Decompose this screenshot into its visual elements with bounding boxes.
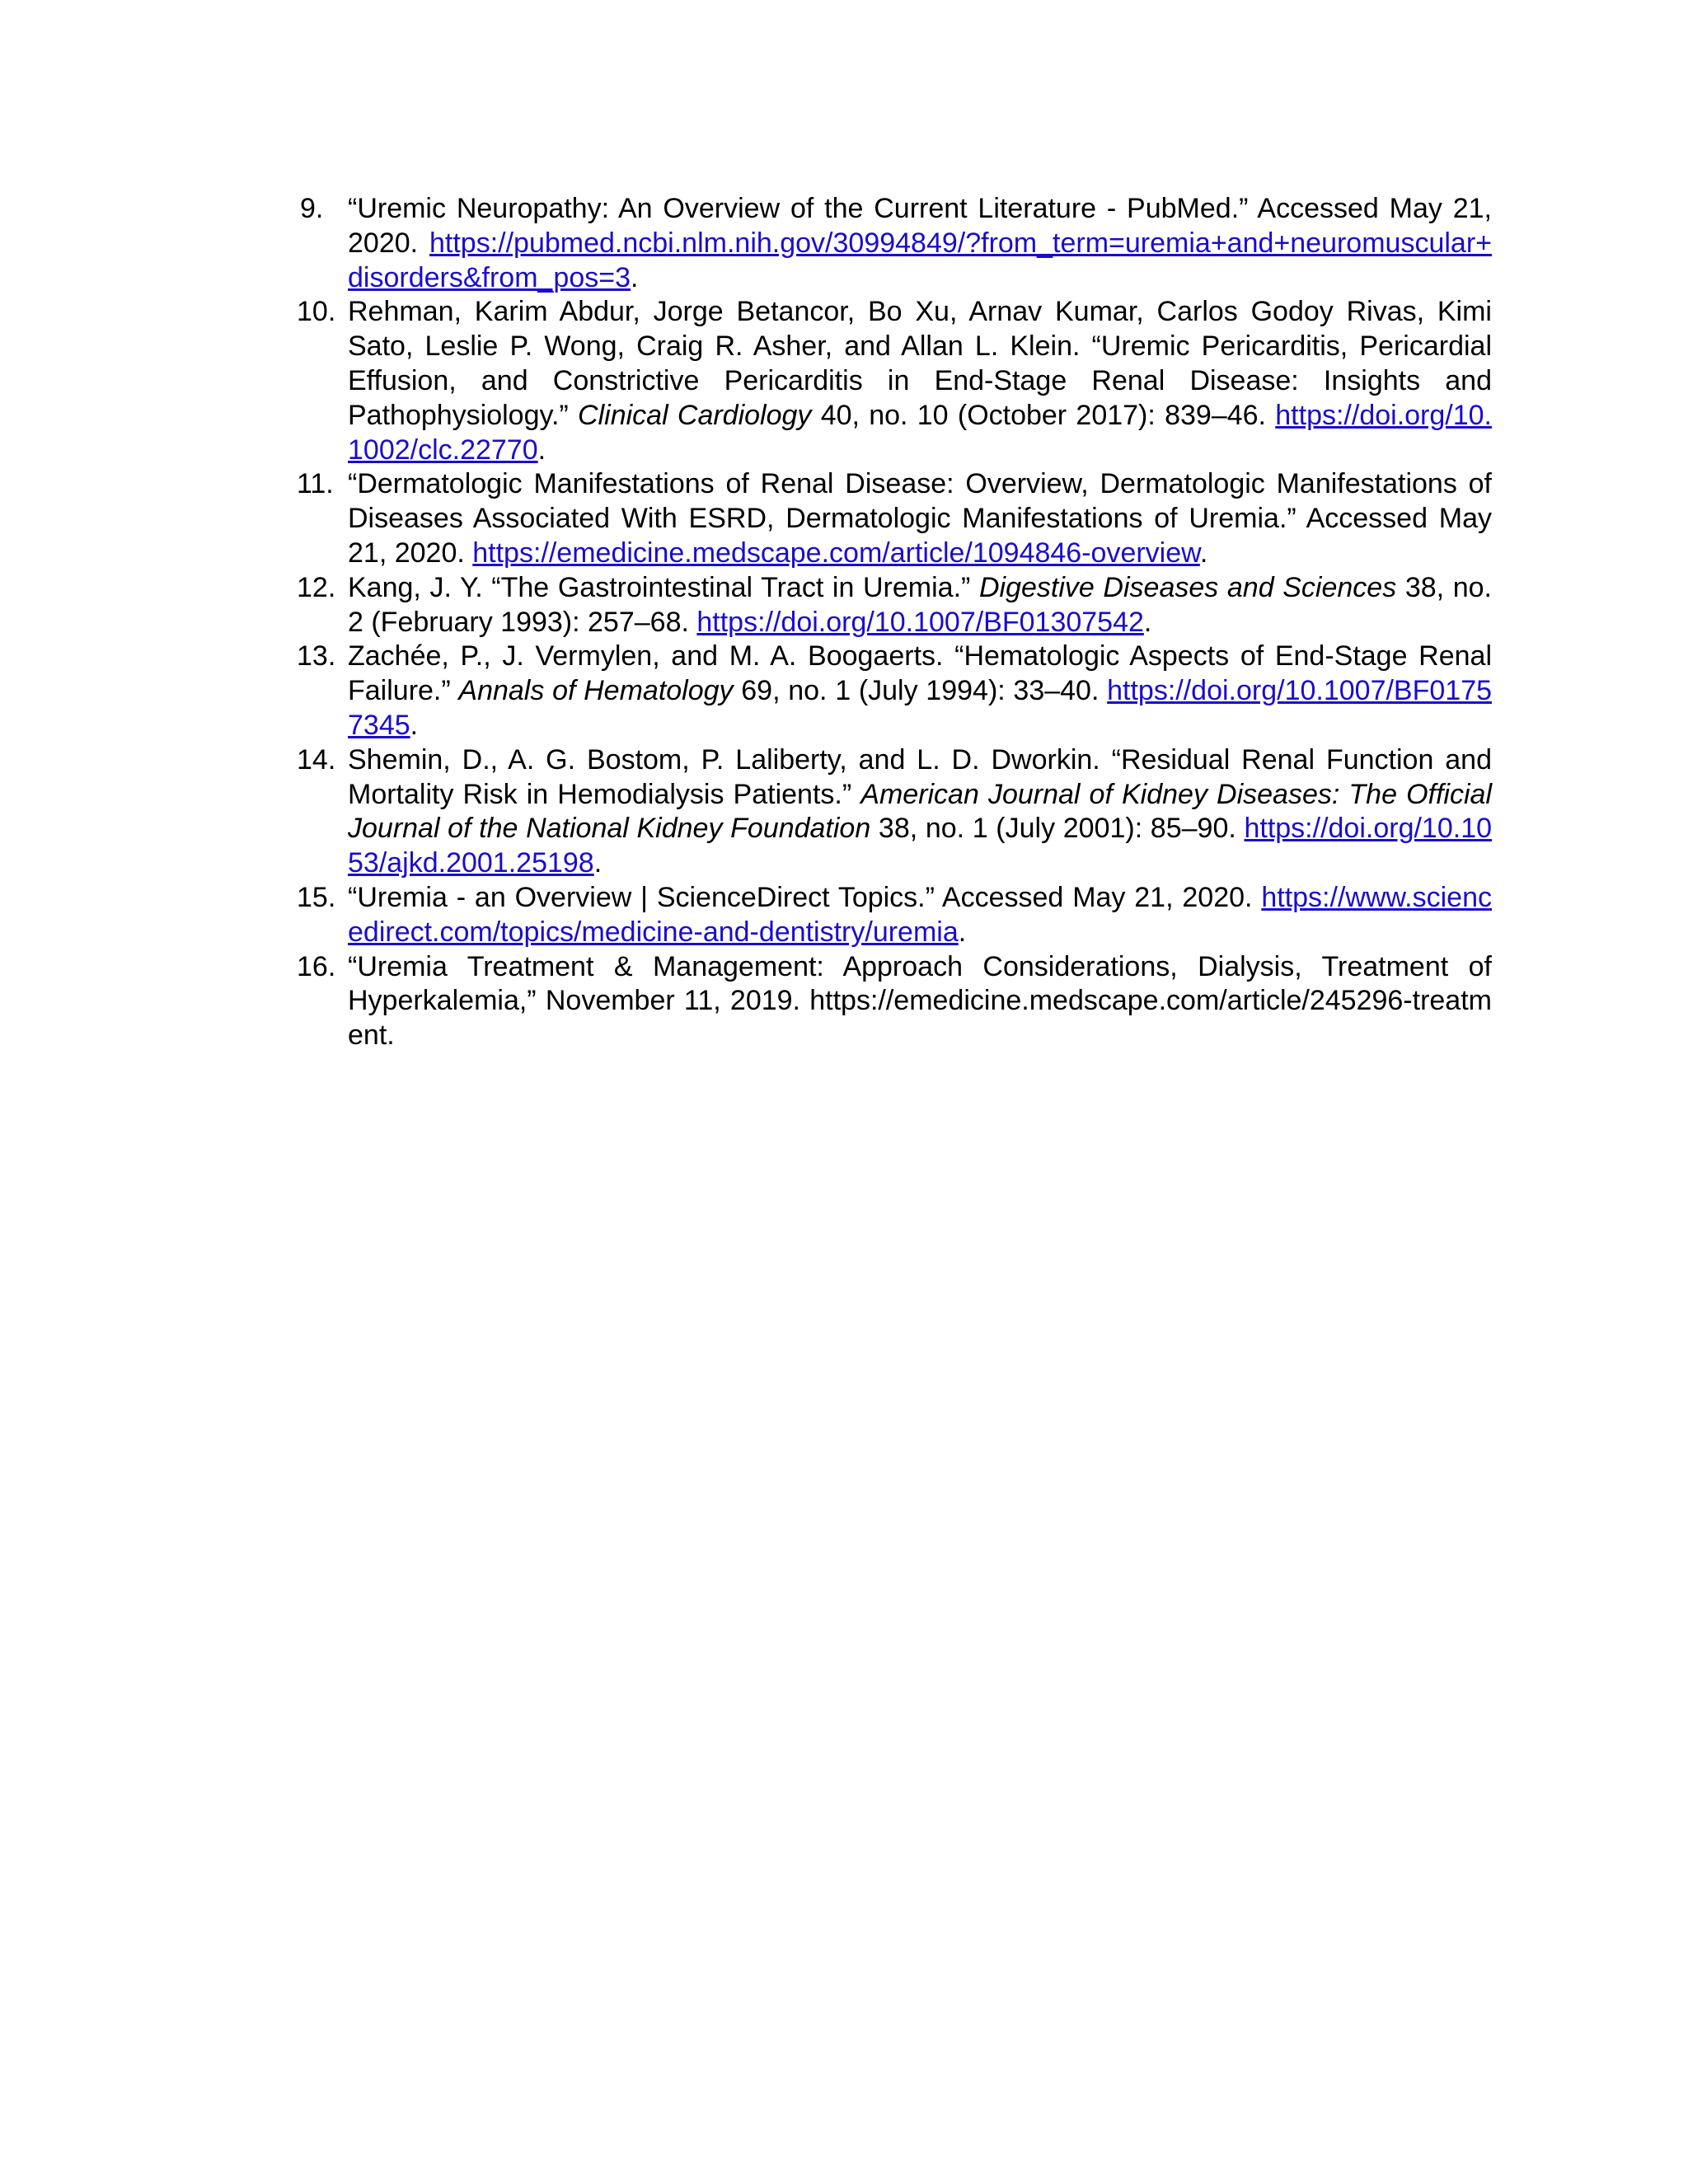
reference-number: 13. <box>297 640 336 673</box>
reference-end: . <box>1199 537 1208 569</box>
reference-text <box>348 296 1492 465</box>
reference-link[interactable]: https://doi.org/10.1007/BF01757345 <box>348 675 1493 741</box>
reference-details: 40, no. 10 (October 2017): 839–46. <box>811 399 1276 431</box>
reference-citation: Kang, J. Y. “The Gastrointestinal Tract in Uremia.” <box>348 571 979 603</box>
reference-citation: Rehman, Karim Abdur, Jorge Betancor, Bo Xu, Arnav Kumar, Carlos Godoy Rivas, Kimi Sato, Leslie P. Wong, Craig R. Asher, and Allan L. Klein. “Uremic Pericarditis, Pericardial Effusion, and Constrictive Pericarditis in End-Stage Renal Disease: Insights and Pathophysiology.” <box>348 296 1492 431</box>
reference-number: 9. <box>300 193 324 224</box>
reference-item <box>297 467 1492 570</box>
reference-citation: Shemin, D., A. G. Bostom, P. Laliberty, and L. D. Dworkin. “Residual Renal Function and Mortality Risk in Hemodialysis Patients.” <box>348 743 1492 810</box>
journal-title: Clinical Cardiology <box>578 399 812 431</box>
reference-number: 16. <box>297 950 336 982</box>
reference-item <box>297 571 1492 640</box>
journal-title: Digestive Diseases and Sciences <box>978 571 1397 603</box>
reference-number: 14. <box>297 743 336 776</box>
reference-list <box>297 192 1492 1053</box>
reference-citation: “Uremia Treatment & Management: Approach Considerations, Dialysis, Treatment of Hyperkalemia,” November 11, 2019. <box>348 950 1492 1017</box>
reference-citation: “Uremic Neuropathy: An Overview of the Current Literature - PubMed.” Accessed May 21, 2020. <box>348 193 1492 259</box>
reference-end: . <box>410 709 419 741</box>
reference-link[interactable]: https://doi.org/10.1007/BF01307542 <box>696 606 1144 638</box>
reference-item <box>297 950 1492 1053</box>
reference-text <box>348 640 1492 741</box>
reference-item <box>297 192 1492 295</box>
reference-text <box>348 744 1492 879</box>
reference-text <box>348 468 1492 569</box>
reference-number: 12. <box>297 571 336 603</box>
reference-item <box>297 881 1492 950</box>
reference-end: . <box>593 847 603 879</box>
reference-citation: “Uremia - an Overview | ScienceDirect Topics.” Accessed May 21, 2020. <box>348 881 1262 913</box>
reference-details: 69, no. 1 (July 1994): 33–40. <box>733 675 1108 707</box>
journal-title: Annals of Hematology <box>458 675 734 707</box>
reference-text <box>348 951 1492 1052</box>
reference-item <box>297 743 1492 881</box>
reference-item <box>297 295 1492 467</box>
reference-text <box>348 193 1492 293</box>
reference-link[interactable]: https://www.sciencedirect.com/topics/medicine-and-dentistry/uremia <box>348 881 1492 948</box>
reference-number: 11. <box>297 468 334 500</box>
reference-number: 10. <box>297 296 336 328</box>
reference-number: 15. <box>297 881 336 913</box>
reference-url-text: https://emedicine.medscape.com/article/245296-treatment. <box>348 985 1492 1052</box>
reference-link[interactable]: https://emedicine.medscape.com/article/1094846-overview <box>472 537 1200 569</box>
reference-end: . <box>631 261 639 293</box>
reference-link[interactable]: https://pubmed.ncbi.nlm.nih.gov/30994849/?from_term=uremia+and+neuromuscular+disorders&from_pos=3 <box>348 227 1492 293</box>
reference-link[interactable]: https://doi.org/10.1053/ajkd.2001.25198 <box>348 813 1493 879</box>
reference-text <box>348 572 1492 638</box>
reference-details: 38, no. 2 (February 1993): 257–68. <box>348 571 1493 638</box>
reference-end: . <box>537 434 546 466</box>
reference-link[interactable]: https://doi.org/10.1002/clc.22770 <box>348 399 1492 466</box>
journal-title: American Journal of Kidney Diseases: The Official Journal of the National Kidney Foundation <box>348 778 1492 845</box>
reference-citation: “Dermatologic Manifestations of Renal Disease: Overview, Dermatologic Manifestations of Diseases Associated With ESRD, Dermatologic Manifestations of Uremia.” Accessed May 21, 2020. <box>348 468 1492 569</box>
reference-details: 38, no. 1 (July 2001): 85–90. <box>870 813 1245 845</box>
reference-end: . <box>958 916 967 948</box>
reference-item <box>297 640 1492 743</box>
reference-text <box>348 882 1492 948</box>
reference-citation: Zachée, P., J. Vermylen, and M. A. Boogaerts. “Hematologic Aspects of End-Stage Renal Failure.” <box>348 640 1492 707</box>
reference-end: . <box>1143 606 1152 638</box>
